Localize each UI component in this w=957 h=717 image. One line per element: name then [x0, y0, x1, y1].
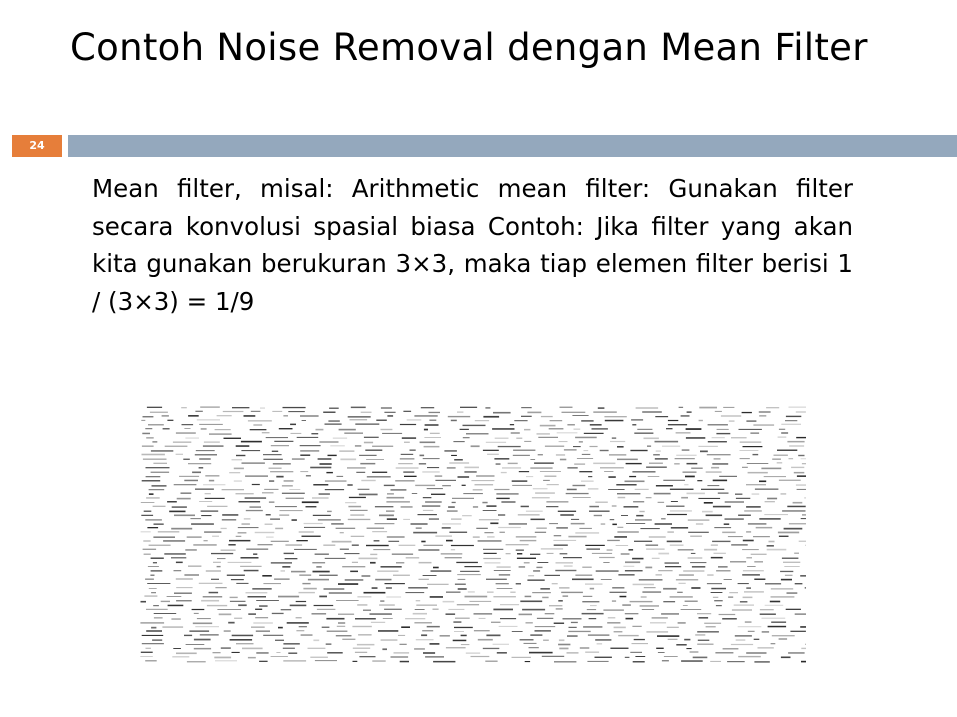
page-number-badge: 24 — [12, 135, 62, 157]
noise-image — [140, 405, 806, 663]
body-text: Mean filter, misal: Arithmetic mean filter: Gunakan filter secara konvolusi spasial biasa Contoh: Jika filter yang akan kita gunakan berukuran 3×3, maka tiap elemen filter berisi 1 / (3×3) = 1/9 — [92, 174, 853, 316]
title-divider-bar — [68, 135, 957, 157]
slide-title: Contoh Noise Removal dengan Mean Filter — [70, 26, 868, 69]
